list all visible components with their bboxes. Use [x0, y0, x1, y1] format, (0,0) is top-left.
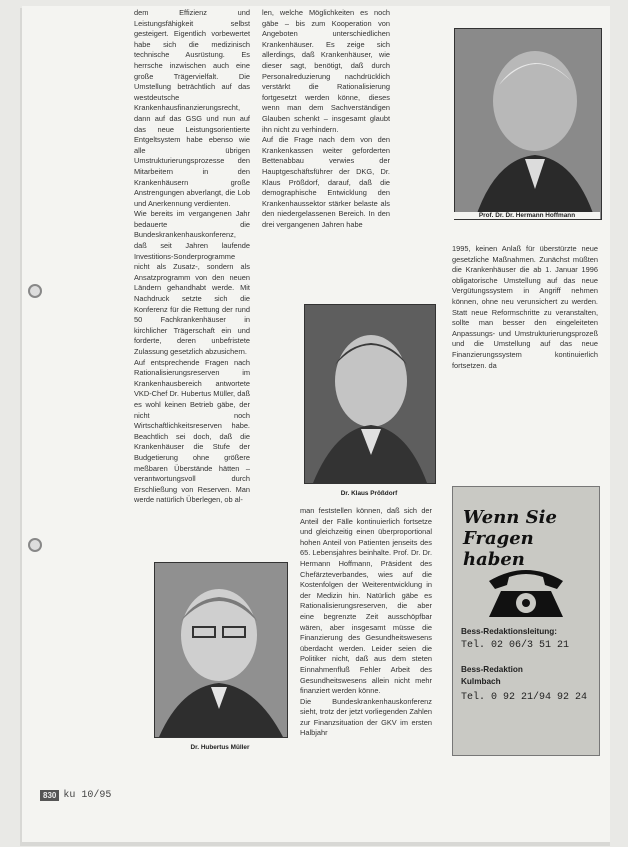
text-column-1 — [134, 8, 250, 552]
paragraph: man feststellen können, daß sich der Anteil der Fälle kontinuierlich fortsetze und gleichzeitig einen überproportional hohen Anteil von Patienten jenseits des 65. Lebensjahres beinhalte. Prof. Dr. Dr. Hermann Hoffmann, Präsident des Chefärzteverbandes, wies auf die Kostenfolgen der Weiterentwicklung in der Medizin hin. Natürlich gäbe es Rationalisierungsreserven, die aber eine begrenzte Zeit ausschöpfbar wären, aber insgesamt müsse die Finanzierung des Gesundheitswesens überdacht werden. Leider seien die Politiker nicht, daß aus dem steten Einnahmenfluß Fehler Arbeit des Gesundheitswesens allein nicht mehr finanziert werden könne. — [300, 506, 432, 696]
ad-line: Bess-Redaktionsleitung: — [461, 627, 557, 636]
paragraph: dem Effizienz und Leistungsfähigkeit selbst gesteigert. Eigentlich vorbewertet habe sich die medizinisch technische Ausrüstung. Es herrsche inzwischen auch eine große Trägervielfalt. Die Umstellung beträchtlich auf das westdeutsche Krankenhausfinanzierungsrecht, dann auf das GSG und nun auf das neue Leistungsorientierte Entgeltsystem habe ebenso wie alle übrigen Umstrukturierungsprozesse den Mitarbeitern in den Krankenhäusern große Anstrengungen abverlangt, die Lob und Anerkennung verdienten. — [134, 8, 250, 208]
photo-caption-proessdorf: Dr. Klaus Prößdorf — [304, 490, 434, 497]
text-column-2 — [262, 8, 390, 298]
ad-line: Kulmbach — [461, 677, 501, 686]
portrait-photo-proessdorf — [304, 304, 436, 484]
paragraph: Auf die Frage nach dem von den Krankenkassen weiter geforderten Bettenabbau verwies der Hauptgeschäftsführer der DKG, Dr. Klaus Prößdorf, darauf, daß die demographische Entwicklung den Krankenhaussektor stärker belaste als den niedergelassenen Bereich. In den drei vergangenen Jahren habe — [262, 135, 390, 229]
paragraph: Die Bundeskrankenhauskonferenz sieht, trotz der jetzt vorliegenden Zahlen zur Finanzsituation der GKV im ersten Halbjahr — [300, 696, 432, 738]
ad-line: Bess-Redaktion — [461, 665, 523, 674]
ad-title — [463, 507, 599, 570]
paragraph: 1995, keinen Anlaß für überstürzte neue gesetzliche Maßnahmen. Zunächst müßten die Krankenhäuser die ab 1. Januar 1996 obligatorische Umstellung auf das neue Vergütungssystem in Angriff nehmen können, ohne neu verunsichert zu werden. Statt neue Reformschritte zu veranstalten, sollte man besser den eingeleiteten Anpassungs- und Umstrukturierungsprozeß und die Umstellung auf das neue Finanzierungssystem kontinuierlich fortsetzen. da — [452, 244, 598, 370]
paragraph: len, welche Möglichkeiten es noch gäbe – bis zum Kooperation von Angeboten unterschiedlichen Krankenhäuser. Es zeige sich allerdings, daß Krankenhäuser, wie dieser sagt, benötigt, daß durch Personalreduzierung nachdrücklich verstärkt die Rationalisierung fortgesetzt werden könne, dieses wenn man dem Sachverständigen Glauben schenkt – insgesamt glaubt ihn nicht zu verhindern. — [262, 8, 390, 134]
magazine-page — [22, 6, 610, 842]
portrait-image — [455, 29, 601, 219]
page-number: 830 — [40, 790, 59, 801]
binder-hole — [28, 284, 42, 298]
text-column-3 — [300, 506, 432, 842]
photo-caption-hoffmann: Prof. Dr. Dr. Hermann Hoffmann — [454, 212, 600, 219]
portrait-photo-mueller — [154, 562, 288, 738]
contact-advertisement — [452, 486, 600, 756]
ad-title-line: Fragen haben — [463, 528, 534, 570]
portrait-photo-hoffmann — [454, 28, 602, 220]
ad-phone: Tel. 02 06/3 51 21 — [461, 640, 570, 651]
portrait-image — [305, 305, 435, 483]
paragraph: Auf entsprechende Fragen nach Rationalisierungsreserven im Krankenhausbereich antwortete VKD-Chef Dr. Hubertus Müller, daß es wohl keinen Betrieb gäbe, der nicht noch Wirtschaftlichkeitsreserven habe. Beachtlich sei doch, daß die Krankenhäuser die Stufe der Budgetierung ohne größere meßbaren Überstände hätten – verantwortungsvoll durch Erschließung von Reserven. Man werde natürlich Überlegen, ob al- — [134, 357, 250, 505]
ad-title-line: Wenn Sie — [463, 507, 557, 528]
telephone-icon — [483, 563, 569, 619]
binder-hole — [28, 538, 42, 552]
ad-phone: Tel. 0 92 21/94 92 24 — [461, 692, 588, 703]
page-footer — [40, 788, 111, 802]
portrait-image — [155, 563, 287, 737]
text-column-4 — [452, 244, 598, 420]
paragraph: Wie bereits im vergangenen Jahr bedauerte die Bundeskrankenhauskonferenz, daß seit Jahren laufende Investitions-Sonderprogramme nicht als Zusatz-, sondern als Ansatzprogramm von den neuen Ländern gehandhabt werde. Mit Nachdruck setzte sich die Konferenz für die Rettung der rund 50 Fachkrankenhäuser in kirchlicher Trägerschaft ein und forderte, deren unbefristete Zulassung gesetzlich abzusichern. — [134, 209, 250, 356]
photo-caption-mueller: Dr. Hubertus Müller — [154, 744, 286, 751]
issue-label: ku 10/95 — [63, 789, 112, 801]
